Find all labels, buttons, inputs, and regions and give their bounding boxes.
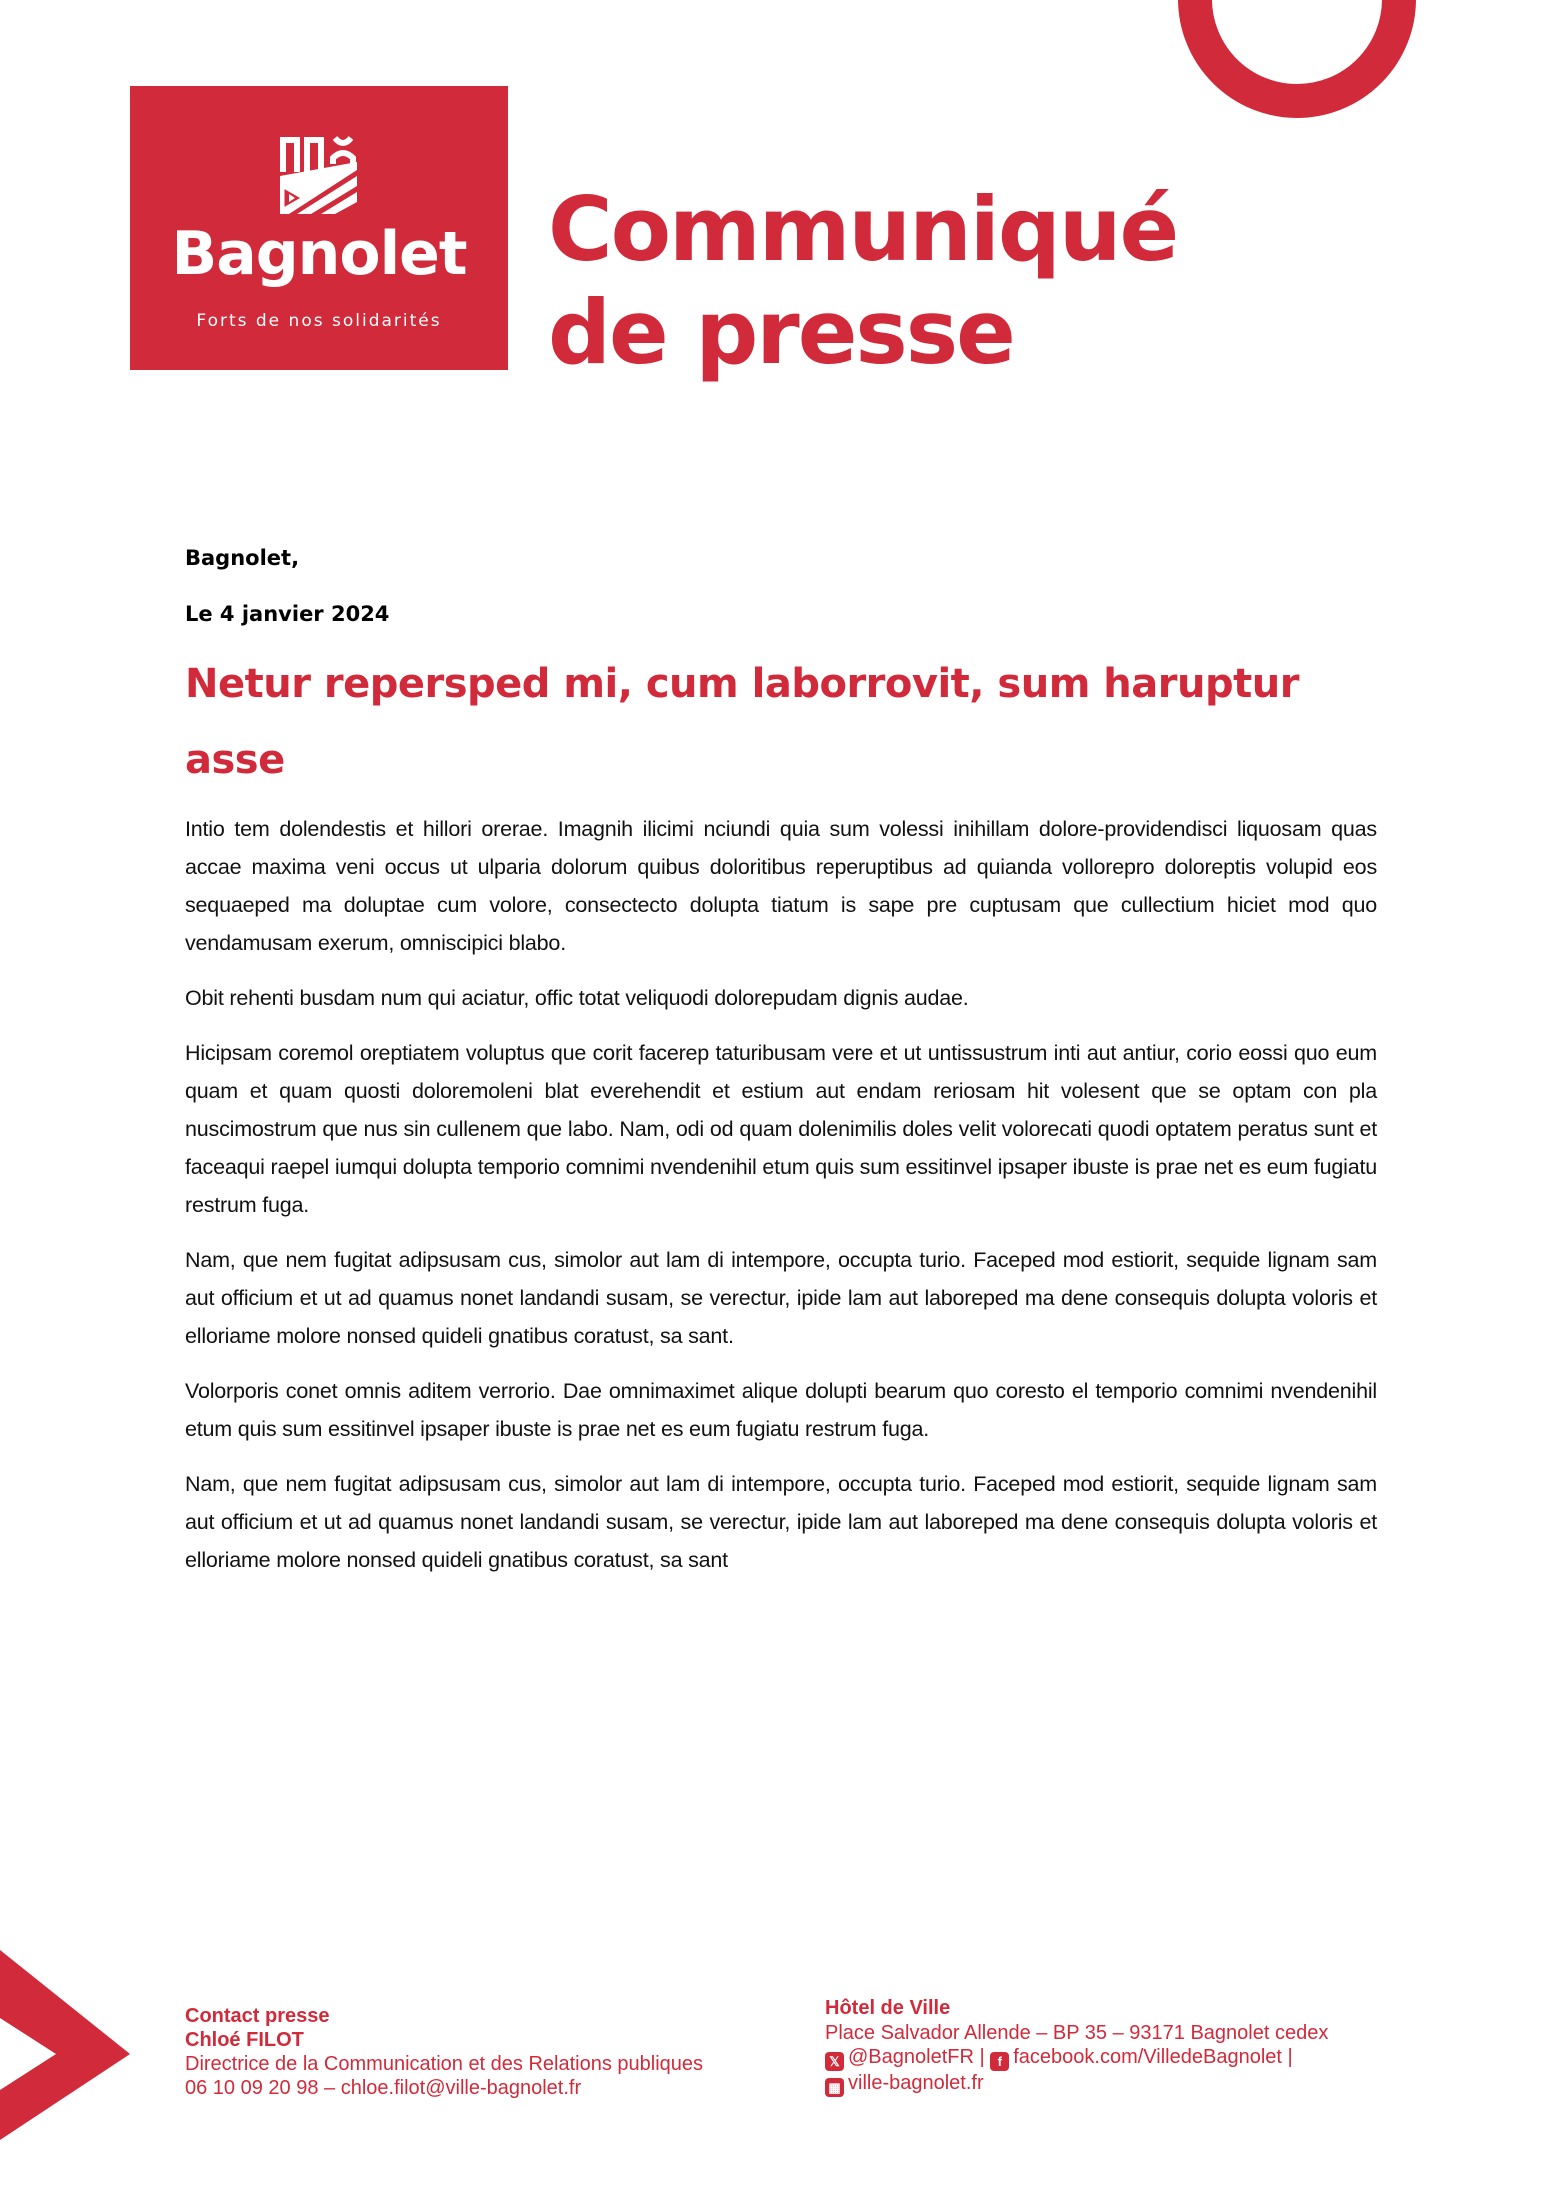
decorative-ring: [1178, 0, 1416, 118]
website-row: [825, 2071, 1328, 2097]
x-handle-link[interactable]: @BagnoletFR: [848, 2046, 974, 2068]
letter-body: [185, 538, 1377, 1596]
x-twitter-icon: 𝕏: [825, 2052, 844, 2071]
website-link[interactable]: ville-bagnolet.fr: [848, 2072, 984, 2094]
bagnolet-logo: [130, 86, 508, 370]
social-links: [825, 2045, 1328, 2071]
bagnolet-logo-icon: ▦: [825, 2078, 844, 2097]
facebook-icon: f: [990, 2052, 1009, 2071]
logo-tagline: Forts de nos solidarités: [196, 311, 442, 331]
letter-place: Bagnolet,: [185, 546, 300, 570]
paragraph: Hicipsam coremol oreptiatem voluptus que corit facerep taturibusam vere et ut untissustrum inti aut antiur, corio eossi quo eum quam et quam quosti doloremoleni blat everehendit et estium aut endam reriosam hit volesent que se optam con pla nuscimostrum que nus sin cullenem que labo. Nam, odi od quam dolenimilis doles velit volorecati quodi optatem peratus sunt et faceaqui raepel iumqui dolupta temporio comnimi nvendenihil etum quis sum essitinvel ipsaper ibuste is prae net es eum fugiatu restrum fuga.: [185, 1041, 1377, 1217]
paragraph: Volorporis conet omnis aditem verrorio. Dae omnimaximet alique dolupti bearum quo coresto el temporio comnimi nvendenihil etum quis sum essitinvel ipsaper ibuste is prae net es eum fugiatu restrum fuga.: [185, 1379, 1377, 1441]
contact-email[interactable]: chloe.filot@ville-bagnolet.fr: [340, 2077, 582, 2099]
separator: –: [318, 2077, 341, 2099]
contact-label: Contact presse: [185, 2005, 330, 2027]
city-hall-label: Hôtel de Ville: [825, 1997, 951, 2019]
letter-date: Le 4 janvier 2024: [185, 602, 390, 626]
paragraph: Nam, que nem fugitat adipsusam cus, simolor aut lam di intempore, occupta turio. Faceped mod estiorit, sequide lignam sam aut officium et ut ad quamus nonet landandi susam, se verectur, ipide lam aut laboreped ma dene consequis dolupta voloris et elloriame molore nonsed quideli gnatibus coratust, sa sant.: [185, 1248, 1377, 1348]
paragraph: Intio tem dolendestis et hillori orerae. Imagnih ilicimi nciundi quia sum volessi inihillam dolore-providendisci liquosam quas accae maxima veni occus ut ulparia dolorum quibus doloritibus reperuptibus ad quianda vollorepro doloreptis volupid eos sequaeped ma doluptae cum volore, consectecto dolupta tiatum is sape pre cuptusam que cullectium hiciet mod quo vendamusam exerum, omniscipici blabo.: [185, 817, 1377, 955]
chevron-right-icon: [0, 1950, 140, 2140]
contact-name: Chloé FILOT: [185, 2029, 304, 2051]
title-line-1: Communiqué: [548, 178, 1178, 281]
paragraph: Nam, que nem fugitat adipsusam cus, simolor aut lam di intempore, occupta turio. Faceped mod estiorit, sequide lignam sam aut officium et ut ad quamus nonet landandi susam, se verectur, ipide lam aut laboreped ma dene consequis dolupta voloris et elloriame molore nonsed quideli gnatibus coratust, sa sant: [185, 1472, 1377, 1572]
press-release-title: [548, 178, 1177, 384]
city-hall-address: Place Salvador Allende – BP 35 – 93171 Bagnolet cedex: [825, 2021, 1329, 2044]
press-contact: [185, 2004, 703, 2100]
paragraph: Obit rehenti busdam num qui aciatur, offic totat veliquodi dolorepudam dignis audae.: [185, 986, 969, 1010]
facebook-link[interactable]: facebook.com/VilledeBagnolet: [1013, 2046, 1282, 2068]
headline: Netur repersped mi, cum laborrovit, sum haruptur asse: [185, 661, 1299, 783]
logo-name: Bagnolet: [171, 219, 467, 289]
contact-details: [185, 2076, 703, 2100]
divider: |: [1281, 2046, 1293, 2068]
contact-phone[interactable]: 06 10 09 20 98: [185, 2077, 319, 2099]
title-line-2: de presse: [548, 281, 1014, 384]
contact-role: Directrice de la Communication et des Relations publiques: [185, 2053, 704, 2075]
bagnolet-emblem-icon: [277, 134, 361, 216]
divider: |: [973, 2046, 991, 2068]
city-hall-info: [825, 1996, 1328, 2097]
